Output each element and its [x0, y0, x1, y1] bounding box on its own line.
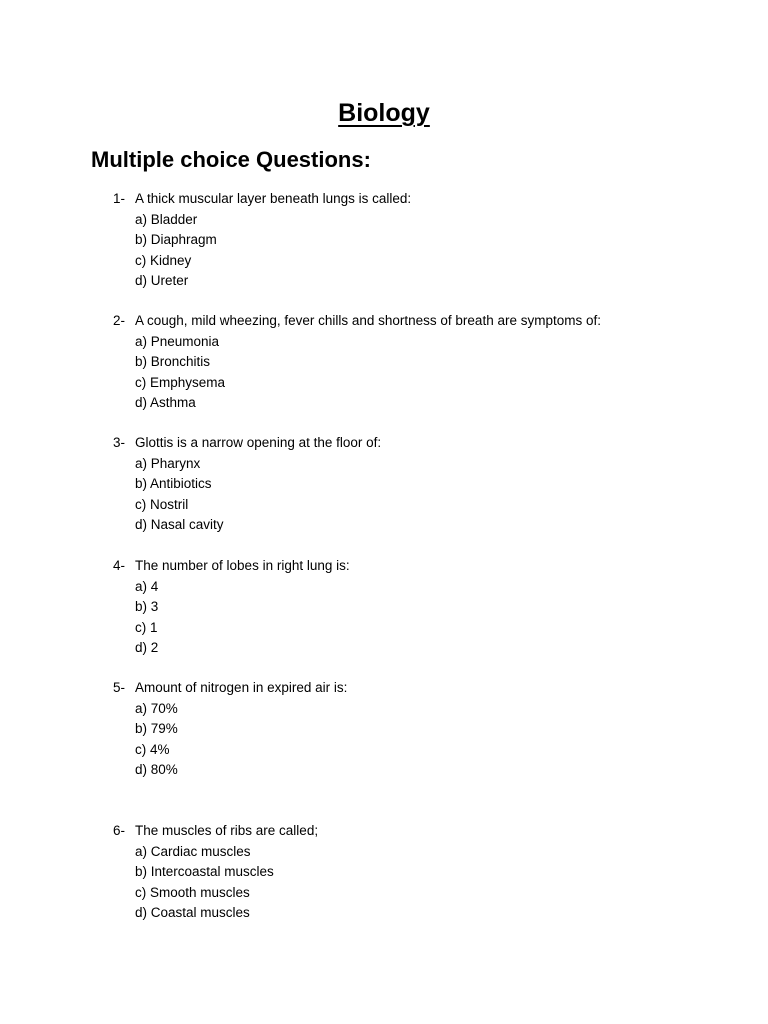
option-a: a) Bladder	[135, 211, 198, 227]
option-a: a) Cardiac muscles	[135, 843, 251, 859]
option-d: d) Ureter	[135, 273, 189, 288]
question-number: 6-	[113, 823, 126, 838]
question-stem	[113, 556, 350, 577]
option-d: d) 80%	[135, 762, 178, 777]
question-text: The number of lobes in right lung is:	[135, 558, 350, 573]
option-b: b) 3	[135, 599, 159, 614]
question-stem	[113, 433, 381, 454]
option-a: a) 4	[135, 578, 159, 594]
question-5	[113, 678, 347, 781]
option-c: c) Emphysema	[135, 374, 226, 390]
option-c: c) 4%	[135, 741, 170, 757]
question-number: 5-	[113, 680, 126, 695]
question-stem	[113, 678, 347, 699]
option-c: c) Kidney	[135, 252, 192, 268]
option-a: a) Pharynx	[135, 455, 201, 471]
option-d: d) Asthma	[135, 395, 196, 410]
question-3	[113, 433, 381, 536]
option-b: b) Diaphragm	[135, 232, 217, 247]
document-title: Biology	[338, 99, 430, 127]
question-stem	[113, 311, 601, 332]
question-text: A cough, mild wheezing, fever chills and shortness of breath are symptoms of:	[135, 313, 601, 328]
question-4	[113, 556, 350, 659]
question-text: The muscles of ribs are called;	[135, 823, 319, 838]
option-b: b) Bronchitis	[135, 354, 211, 369]
question-6	[113, 821, 318, 924]
question-number: 4-	[113, 558, 126, 573]
option-c: c) 1	[135, 619, 158, 635]
question-number: 2-	[113, 313, 126, 328]
question-number: 1-	[113, 191, 126, 206]
option-b: b) Antibiotics	[135, 476, 212, 491]
option-b: b) 79%	[135, 721, 178, 736]
question-2	[113, 311, 601, 414]
question-text: Glottis is a narrow opening at the floor of:	[135, 435, 382, 450]
option-d: d) Nasal cavity	[135, 517, 224, 532]
option-c: c) Smooth muscles	[135, 884, 250, 900]
option-a: a) 70%	[135, 700, 178, 716]
question-text: A thick muscular layer beneath lungs is called:	[135, 191, 412, 206]
section-heading: Multiple choice Questions:	[91, 147, 371, 172]
question-stem	[113, 189, 411, 210]
question-number: 3-	[113, 435, 126, 450]
question-text: Amount of nitrogen in expired air is:	[135, 680, 348, 695]
option-c: c) Nostril	[135, 496, 189, 512]
question-stem	[113, 821, 318, 842]
question-1	[113, 189, 411, 292]
option-b: b) Intercoastal muscles	[135, 864, 274, 879]
option-d: d) 2	[135, 640, 159, 655]
option-a: a) Pneumonia	[135, 333, 220, 349]
option-d: d) Coastal muscles	[135, 905, 250, 920]
